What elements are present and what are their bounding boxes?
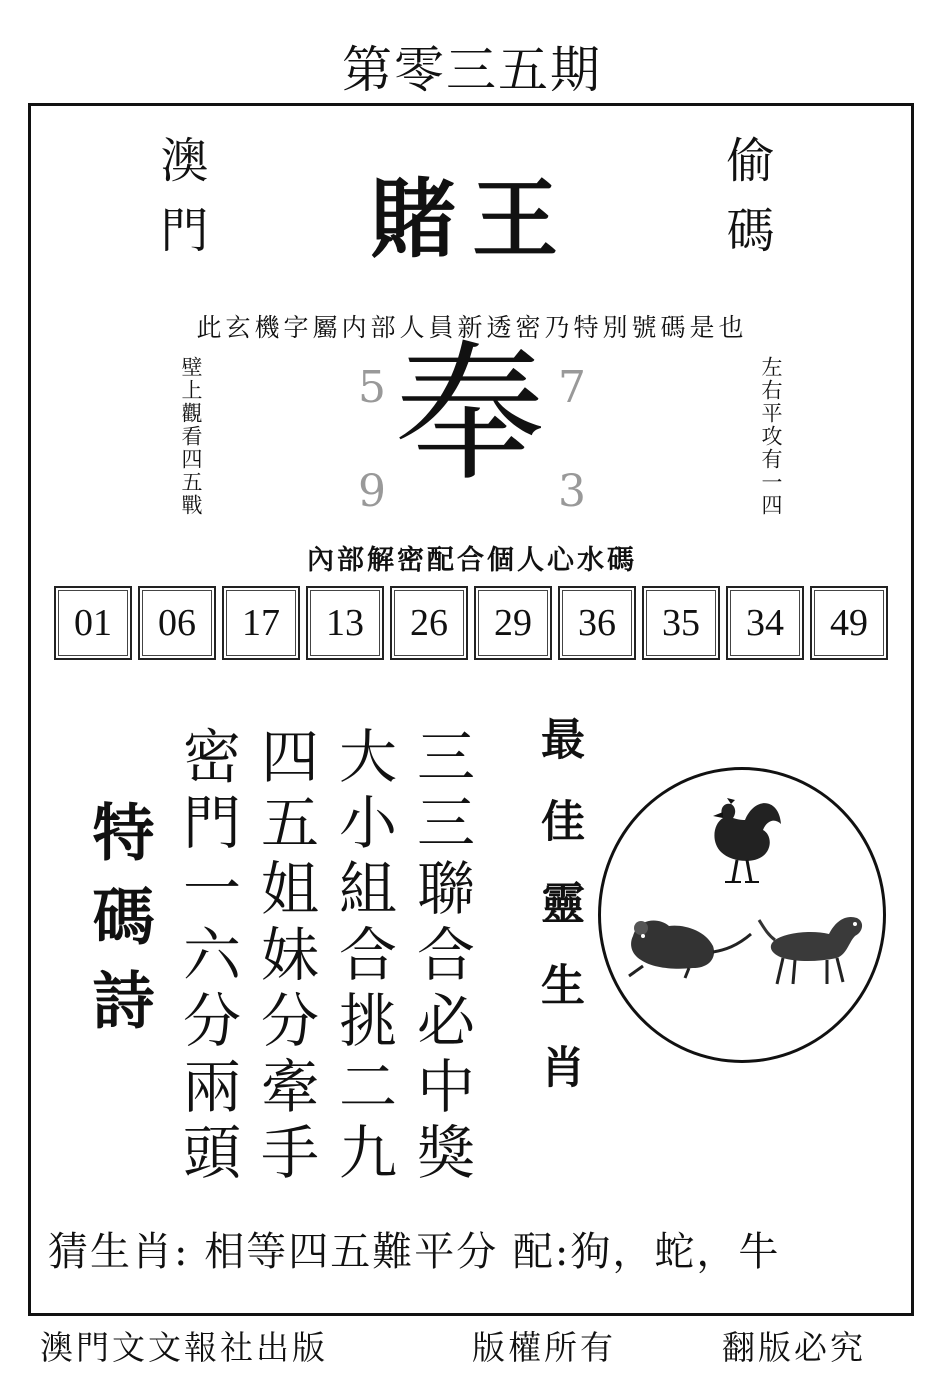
riddle-digit: 7 xyxy=(558,362,586,413)
guess-zodiac-line xyxy=(48,1220,780,1277)
riddle-character: 奉 xyxy=(394,328,545,502)
issue-number: 第零三五期 xyxy=(342,41,602,99)
riddle-left-vertical: 壁上觀看四五戰 xyxy=(179,356,203,517)
footer-publisher: 澳門文文報社出版 xyxy=(40,1328,328,1367)
poem-line: 大小組合挑二九 xyxy=(329,726,397,1188)
poem-line: 四五姐妹分牽手 xyxy=(251,726,319,1188)
number-box: 01 xyxy=(54,586,132,660)
number-box: 26 xyxy=(390,586,468,660)
footer-warning: 翻版必究 xyxy=(722,1328,866,1367)
rat-icon xyxy=(613,906,755,980)
number-box: 36 xyxy=(558,586,636,660)
number-box: 34 xyxy=(726,586,804,660)
number-row xyxy=(54,586,888,660)
best-zodiac-label: 最佳靈生肖 xyxy=(533,716,584,1126)
zodiac-circle xyxy=(598,767,886,1063)
header-left-vertical: 澳門 xyxy=(152,135,208,275)
dog-icon xyxy=(757,906,869,990)
rooster-icon xyxy=(693,790,785,890)
guess-clue: 相等四五難平分 xyxy=(204,1229,499,1275)
riddle-digit: 5 xyxy=(358,362,386,413)
riddle-digit: 3 xyxy=(558,466,586,517)
riddle-right-vertical: 左右平攻有一四 xyxy=(759,356,783,517)
footer-rights: 版權所有 xyxy=(472,1328,616,1367)
riddle-digit: 9 xyxy=(358,466,386,517)
poem-line: 密門一六分兩頭 xyxy=(173,726,241,1188)
header-right-vertical: 偷碼 xyxy=(718,135,774,275)
section-subtitle: 內部解密配合個人心水碼 xyxy=(307,545,637,576)
number-box: 35 xyxy=(642,586,720,660)
intro-text: 此玄機字屬内部人員新透密乃特別號碼是也 xyxy=(196,313,748,342)
poem-title: 特碼詩 xyxy=(82,800,155,1052)
number-box: 49 xyxy=(810,586,888,660)
number-box: 17 xyxy=(222,586,300,660)
poem-line: 三三聯合必中獎 xyxy=(407,726,475,1188)
number-box: 06 xyxy=(138,586,216,660)
number-box: 29 xyxy=(474,586,552,660)
number-box: 13 xyxy=(306,586,384,660)
guess-answer: 狗，蛇，牛 xyxy=(570,1229,781,1275)
page-title: 賭王 xyxy=(370,170,574,270)
guess-label: 猜生肖: xyxy=(48,1229,190,1275)
guess-pair-label: 配: xyxy=(512,1229,571,1275)
